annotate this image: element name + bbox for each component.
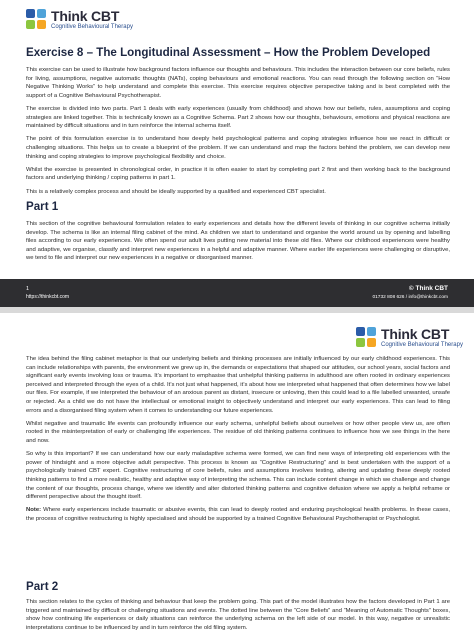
logo-name: Think CBT [381, 326, 450, 342]
logo-mark-icon [356, 327, 378, 349]
intro-paragraph: Whilst the exercise is presented in chronological order, in practice it is often easier to start by completing part 2 first and then working back to the background factors and underlying thinking / coping patterns in part 1. [26, 166, 450, 182]
logo-name: Think CBT [51, 8, 120, 24]
logo-subtitle: Cognitive Behavioural Therapy [51, 24, 133, 30]
page-number: 1 [26, 286, 30, 292]
document-page-1 [0, 0, 474, 307]
body-paragraph: So why is this important? If we can understand how our early maladaptive schema were formed, we can find new ways of interpreting old experiences with the power of hindsight and a more objective adult perspective. This process is known as “Cognitive Restructuring” and is best undertaken with the support of a psychologically trained CBT expert. Cognitive restructuring of core beliefs, rules and assumptions involves testing, altering and updating these deeply rooted thinking patterns to find a more realistic, healthy and adaptive way of interpreting the schema. This can include content change in which we challenge and change the content of our thoughts, process change, where we identify and alter distorted thinking patterns and cognitive defusion where we apply a helpful reframe or different perspective about the thought itself. [26, 451, 450, 501]
part2-section [26, 598, 450, 632]
part1-heading: Part 1 [26, 200, 59, 213]
part1-section [26, 220, 450, 268]
intro-paragraph: The point of this formulation exercise is to understand how deeply held psychological patterns and coping strategies influence how we react in difficult or challenging situations. This helps us to create a blueprint of the problem. If we can understand and map the factors behind the problem, we can develop new thinking and coping strategies to improve psychological flexibility and choice. [26, 136, 450, 160]
page2-body [26, 355, 450, 528]
note-paragraph [26, 506, 450, 523]
body-paragraph: Whilst negative and traumatic life events can profoundly influence our early schema, unhelpful beliefs about ourselves or how other people view us, are often rooted in the misinterpretation of early or challenging life experiences. The residue of old thinking patterns continues to influence how we see things in the here and now. [26, 420, 450, 444]
logo-mark-icon [26, 9, 48, 31]
footer-contact: 01732 808 626 / info@thinkcbt.com [372, 295, 448, 300]
part2-paragraph: This section relates to the cycles of thinking and behaviour that keep the problem going. This part of the model illustrates how the factors developed in Part 1 are triggered and maintained by difficult or challenging situations and events. The dotted line between the “Core Beliefs” and “Meaning of Automatic Thoughts” boxes, show how continuing life experiences or daily situations can reinforce the underlying schema on the left side of our model. In this way, negative or unrealistic interpretations continue to be influenced by and in turn reinforce the old filing system. [26, 599, 450, 631]
page-footer [0, 279, 474, 307]
logo [356, 327, 463, 349]
footer-brand: © Think CBT [408, 285, 448, 292]
intro-paragraph: This exercise can be used to illustrate how background factors influence our thoughts and behaviours. This includes the interaction between our core beliefs, rules for living, assumptions, negative automatic thoughts (NATs), coping behaviours and emotional reactions. You can read through the following section on “How Negative Thinking Works” to help understand and complete this exercise. This exercise requires objective perspective taking and is best completed with the support of a Cognitive Behavioural Psychotherapist. [26, 67, 450, 99]
logo-subtitle: Cognitive Behavioural Therapy [381, 342, 463, 348]
note-text: Where early experiences include traumatic or abusive events, this can lead to deeply rooted and enduring psychological health problems. In these cases, the process of cognitive restructuring is highly specialised and should be supported by a trained Cognitive Behavioural Psychotherapist or Psychologist. [26, 507, 450, 522]
intro-paragraph: This is a relatively complex process and should be ideally supported by a qualified and experienced CBT specialist. [26, 188, 326, 195]
part1-paragraph: This section of the cognitive behavioural formulation relates to early experiences and details how the different levels of thinking in our cognitive schema initially develop. The schema is like an internal filing cabinet of the mind. As children we start to understand and organise the world around us by opening and labelling files according to our early experiences. We often spend our adult lives putting new material into these old files. Where our childhood experiences were healthy and adaptive, we organise, classify and interpret new experiences in a helpful and adaptive manner. Where earlier life experiences were challenging or disruptive, we tend to file and interpret our new experiences in a negative or disorganised manner. [26, 221, 450, 262]
part2-heading: Part 2 [26, 580, 59, 593]
intro-paragraph: The exercise is divided into two parts. Part 1 deals with early experiences (usually from childhood) and shows how our beliefs, rules, assumptions and coping strategies are linked together. This is technically known as a Cognitive Schema. Part 2 shows how our thoughts, behaviours, emotions and physical reactions are maintained by difficult situations and in turn reinforce the internal schema itself. [26, 105, 450, 130]
document-page-2 [0, 313, 474, 632]
footer-url-link[interactable]: https://thinkcbt.com [26, 294, 70, 300]
note-label: Note: [26, 507, 42, 514]
body-paragraph: The idea behind the filing cabinet metaphor is that our underlying beliefs and thinking processes are initially influenced by our early childhood experiences. This can include relationships with parents, the environment we grew up in, the demands or expectations that shaped our attitudes, our school years, social factors and significant early events involving loss or trauma. It’s important to emphasise that unhelpful thinking patterns in adulthood are often rooted in ordinary experiences perceived and interpreted through the eyes of a child. It’s not just what happened, it’s about how we interpreted what happened that often determines how we label our files. For example, if we interpreted the behaviour of an anxious parent as distant, insecure or unloving, then this could lead to a file labelled unwanted, unsafe or rejected. As a child we do not have the intellectual or emotional insight to objectively understand and interpret our early experiences. This can lead to filing errors and a disorganised filing system when it comes to understanding our future experiences. [26, 356, 450, 414]
intro-section [26, 66, 450, 201]
logo [26, 9, 133, 31]
page-title: Exercise 8 – The Longitudinal Assessment – How the Problem Developed [26, 46, 431, 59]
